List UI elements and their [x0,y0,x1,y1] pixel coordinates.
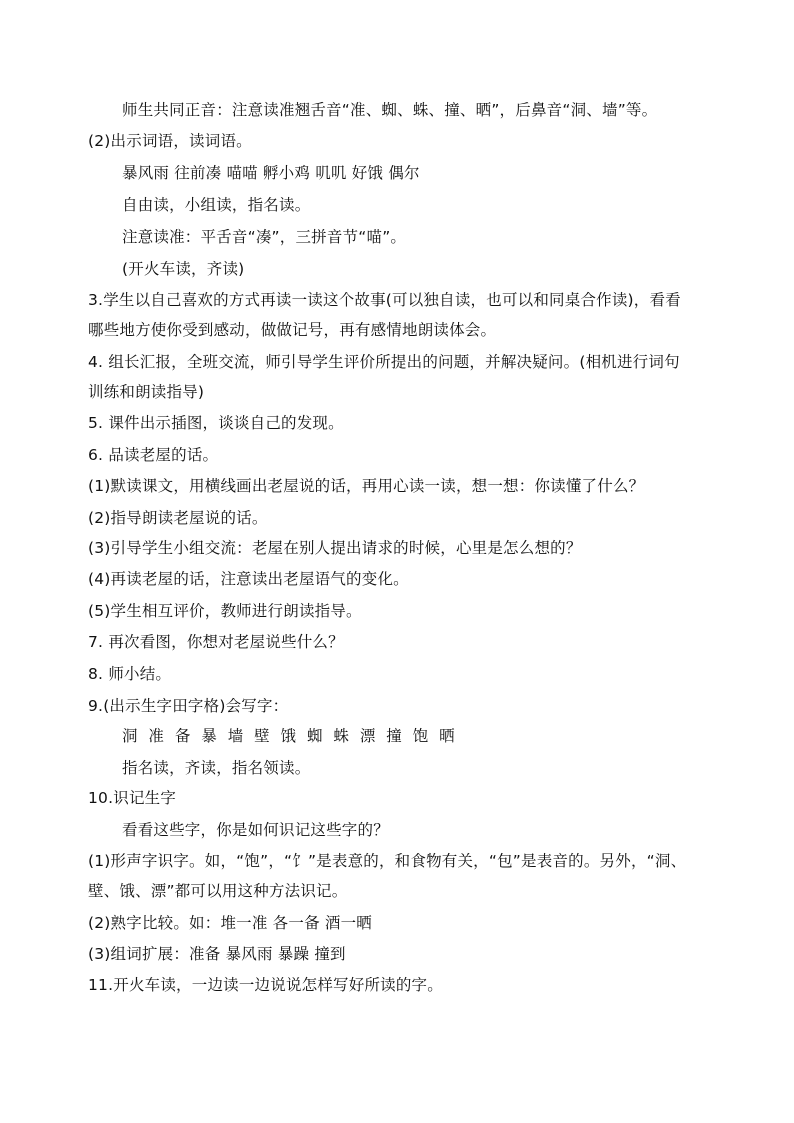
text-line: (4)再读老屋的话，注意读出老屋语气的变化。 [88,570,409,588]
text-line: (5)学生相互评价，教师进行朗读指导。 [88,602,362,620]
text-line: (2)出示词语，读词语。 [88,132,252,150]
text-line: 8. 师小结。 [88,665,172,683]
text-line: 11.开火车读，一边读一边说说怎样写好所读的字。 [88,976,443,994]
text-line: (3)组词扩展：准备 暴风雨 暴躁 撞到 [88,945,346,963]
text-line: 10.识记生字 [88,789,177,807]
text-line: 哪些地方使你受到感动，做做记号，再有感情地朗读体会。 [88,321,497,339]
text-line: 注意读准：平舌音“凑”，三拼音节“喵”。 [122,228,407,246]
text-line: 5. 课件出示插图，谈谈自己的发现。 [88,414,344,432]
text-line: 4. 组长汇报，全班交流，师引导学生评价所提出的问题，并解决疑问。(相机进行词句 [88,353,680,371]
text-line: (1)默读课文，用横线画出老屋说的话，再用心读一读，想一想：你读懂了什么？ [88,477,645,495]
text-line: 自由读，小组读，指名读。 [122,196,311,214]
text-line: (3)引导学生小组交流：老屋在别人提出请求的时候，心里是怎么想的？ [88,539,582,557]
text-line: 指名读，齐读，指名领读。 [122,759,311,777]
text-line: 暴风雨 往前凑 喵喵 孵小鸡 叽叽 好饿 偶尔 [122,164,420,182]
text-line: 6. 品读老屋的话。 [88,446,219,464]
text-line: 7. 再次看图，你想对老屋说些什么？ [88,633,344,651]
text-line: 训练和朗读指导) [88,383,205,401]
text-line: (1)形声字识字。如，“饱”，“饣”是表意的，和食物有关，“包”是表音的。另外，“洞、 [88,852,687,870]
text-line: 洞 准 备 暴 墙 壁 饿 蜘 蛛 漂 撞 饱 晒 [122,727,458,745]
text-line: 师生共同正音：注意读准翘舌音“准、蜘、蛛、撞、晒”，后鼻音“洞、墙”等。 [122,101,658,119]
text-line: 3.学生以自己喜欢的方式再读一读这个故事(可以独自读，也可以和同桌合作读)，看看 [88,291,681,309]
text-line: (开火车读，齐读) [122,260,245,278]
text-line: 壁、饿、漂”都可以用这种方法识记。 [88,882,348,900]
text-line: 看看这些字，你是如何识记这些字的？ [122,821,389,839]
text-line: (2)熟字比较。如：堆一准 各一备 酒一晒 [88,914,373,932]
text-line: 9.(出示生字田字格)会写字： [88,697,289,715]
text-line: (2)指导朗读老屋说的话。 [88,509,268,527]
